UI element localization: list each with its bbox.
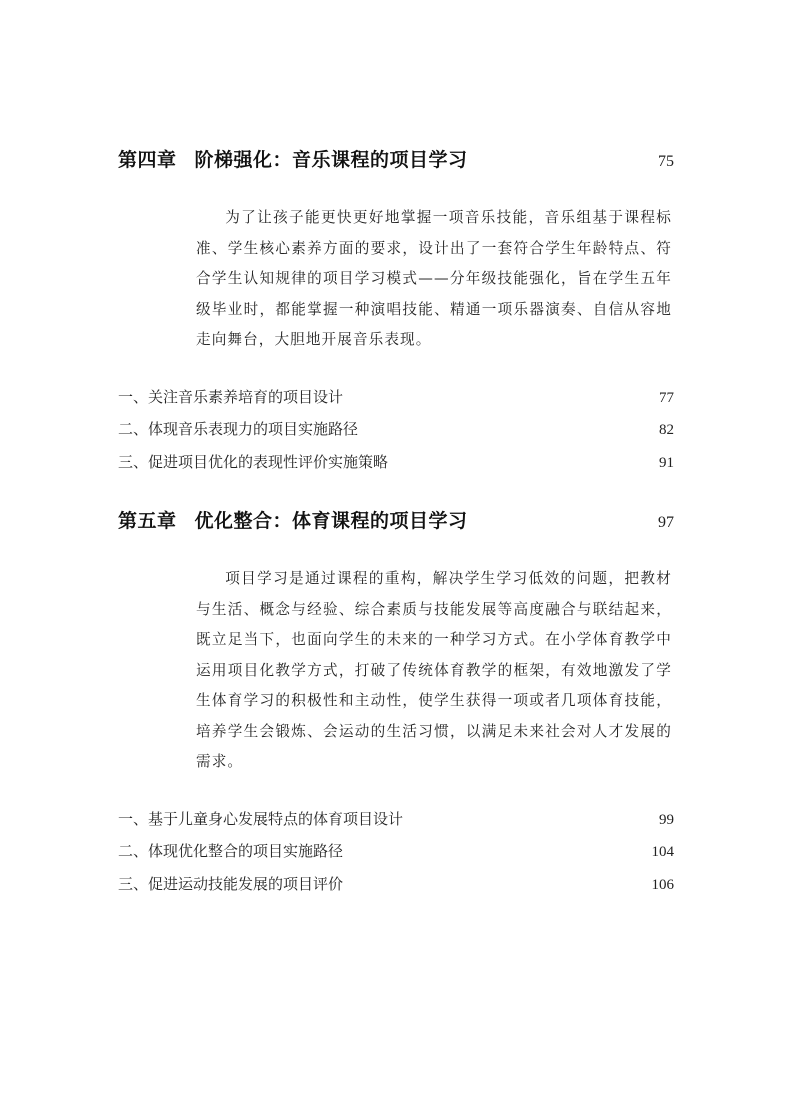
toc-entry-page: 104 (651, 844, 674, 860)
toc-entry-title: 一、基于儿童身心发展特点的体育项目设计 (118, 809, 404, 828)
chapter-name: 优化整合：体育课程的项目学习 (194, 510, 468, 532)
toc-entry-title: 二、体现优化整合的项目实施路径 (118, 842, 344, 860)
chapter-4 (118, 145, 674, 483)
chapter-page-number: 75 (658, 153, 674, 170)
chapter-name: 阶梯强化：音乐课程的项目学习 (194, 149, 468, 171)
section-list (118, 808, 674, 906)
chapter-heading[interactable] (118, 145, 674, 175)
chapter-heading[interactable] (118, 506, 674, 536)
toc-entry-page: 99 (659, 811, 674, 828)
chapter-summary (196, 564, 672, 778)
toc-entry[interactable] (118, 418, 674, 451)
toc-entry-page: 91 (659, 454, 674, 471)
toc-entry[interactable] (118, 840, 674, 873)
summary-text: 为了让孩子能更快更好地掌握一项音乐技能，音乐组基于课程标准、学生核心素养方面的要求，设计出了一套符合学生年龄特点、符合学生认知规律的项目学习模式——分年级技能强化，旨在学生五年级毕业时，都能掌握一种演唱技能、精通一项乐器演奏、自信从容地走向舞台，大胆地开展音乐表现。 (196, 209, 672, 348)
toc-entry-page: 82 (659, 422, 674, 438)
toc-entry-title: 一、关注音乐素养培育的项目设计 (118, 387, 344, 406)
chapter-label: 第四章 (118, 149, 177, 171)
chapter-title (118, 506, 468, 533)
toc-entry-title: 三、促进运动技能发展的项目评价 (118, 874, 344, 893)
toc-entry-page: 106 (651, 876, 674, 893)
chapter-summary (196, 203, 672, 356)
chapter-page-number: 97 (658, 514, 674, 531)
chapter-title (118, 145, 468, 172)
toc-entry[interactable] (118, 386, 674, 419)
summary-text: 项目学习是通过课程的重构，解决学生学习低效的问题，把教材与生活、概念与经验、综合素质与技能发展等高度融合与联结起来，既立足当下，也面向学生的未来的一种学习方式。在小学体育教学中运用项目化教学方式，打破了传统体育教学的框架，有效地激发了学生体育学习的积极性和主动性，使学生获得一项或者几项体育技能，培养学生会锻炼、会运动的生活习惯，以满足未来社会对人才发展的需求。 (196, 570, 672, 770)
toc-entry-title: 三、促进项目优化的表现性评价实施策略 (118, 452, 389, 471)
toc-entry-page: 77 (659, 389, 674, 406)
chapter-label: 第五章 (118, 510, 177, 532)
toc-entry[interactable] (118, 873, 674, 906)
toc-entry[interactable] (118, 451, 674, 484)
toc-entry-title: 二、体现音乐表现力的项目实施路径 (118, 420, 359, 438)
chapter-5 (118, 506, 674, 905)
section-list (118, 386, 674, 484)
toc-entry[interactable] (118, 808, 674, 841)
